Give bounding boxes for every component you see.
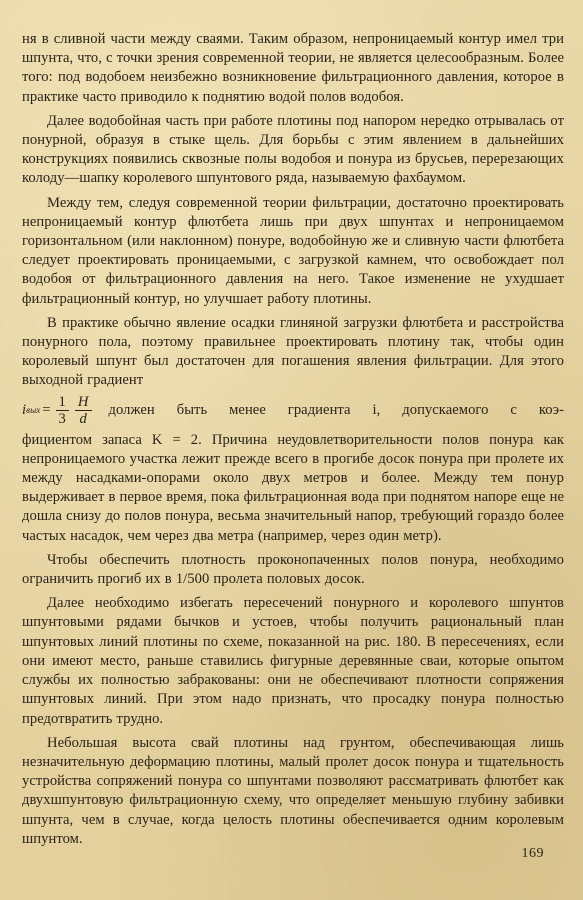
formula-equals: = bbox=[42, 402, 51, 419]
formula-line bbox=[22, 391, 564, 431]
page-number: 169 bbox=[521, 846, 544, 861]
exit-gradient-formula bbox=[22, 394, 95, 427]
formula-trailing-text: должен быть менее градиента i, допускаемого с коэ- bbox=[108, 402, 564, 419]
formula-symbol: i bbox=[22, 402, 27, 419]
paragraph-1: ня в сливной части между сваями. Таким образом, непроницаемый контур имел три шпунта, что, с точки зрения современной теории, не является целесообразным. Более того: под водобоем неизбежно возникновение фильтрационного давления, которое в практике часто приводило к поднятию водой полов водобоя. bbox=[22, 31, 564, 105]
paragraph-6: Чтобы обеспечить плотность проконопаченных полов понура, необходимо ограничить прогиб их в 1/500 пролета половых досок. bbox=[22, 551, 564, 588]
fraction-1-numerator: 1 bbox=[56, 394, 69, 411]
paragraph-3: Между тем, следуя современной теории фильтрации, достаточно проектировать непроницаемый контур флютбета лишь при двух шпунтах и непроницаемом горизонтальном (или наклонном) понуре, водобойную же и сливную части флютбета следует проектировать проницаемыми, с загрузкой камнем, что освобождает пол водобоя от фильтрационного давления на него. Такое изменение не ухудшает фильтрационный контур, но улучшает работу плотины. bbox=[22, 194, 564, 307]
paragraph-5: фициентом запаса K = 2. Причина неудовлетворительности полов понура как непроницаемого участка лежит прежде всего в прогибе досок понура при пролете их между насадками-опорами около двух метров и более. Между тем понур выдерживает в первое время, пока фильтрационная вода при поднятом напоре еще не дошла снизу до полов понура, весьма значительный напор, требующий гораздо более частых насадок, чем через два метра (например, через один метр). bbox=[22, 431, 564, 544]
fraction-2-denominator: d bbox=[79, 411, 87, 428]
formula-fraction-1 bbox=[56, 394, 69, 427]
paragraph-7: Далее необходимо избегать пересечений понурного и королевого шпунтов шпунтовыми рядами бычков и устоев, чтобы получить рациональный план шпунтовых линий плотины по схеме, показанной на рис. 180. В пересечениях, если они имеют место, раньше ставились фигурные деревянные сваи, которые опытом службы их полностью забракованы: они не обеспечивают плотности сопряжения шпунтовых линий. При этом надо признать, что просадку понура полностью предотвратить трудно. bbox=[22, 595, 564, 727]
paragraph-2: Далее водобойная часть при работе плотины под напором нередко отрывалась от понурной, образуя в стыке щель. Для борьбы с этим явлением в дальнейших конструкциях появились сквозные полы водобоя и понура из брусьев, перерезающих колоду—шапку королевого шпунтового ряда, называемую фахбаумом. bbox=[22, 112, 564, 187]
paragraph-4: В практике обычно явление осадки глиняной загрузки флютбета и расстройства понурного пола, поэтому правильнее проектировать плотину так, чтобы один королевый шпунт был достаточен для погашения явления фильтрации. Для этого выходной градиент bbox=[22, 314, 564, 389]
formula-fraction-2 bbox=[75, 394, 92, 427]
page-body-text bbox=[22, 30, 564, 849]
paragraph-8: Небольшая высота свай плотины над грунтом, обеспечивающая лишь незначительную деформацию плотины, малый пролет досок понура и тщательность устройства сопряжений понура со шпунтами позволяют рассматривать флютбет как двухшпунтовую фильтрационную схему, что определяет меньшую глубину забивки шпунта, чем в случае, когда целость плотины обеспечивается одним королевым шпунтом. bbox=[22, 734, 564, 847]
formula-subscript: вых bbox=[26, 405, 41, 416]
fraction-1-denominator: 3 bbox=[58, 411, 66, 428]
fraction-2-numerator: H bbox=[75, 394, 92, 411]
